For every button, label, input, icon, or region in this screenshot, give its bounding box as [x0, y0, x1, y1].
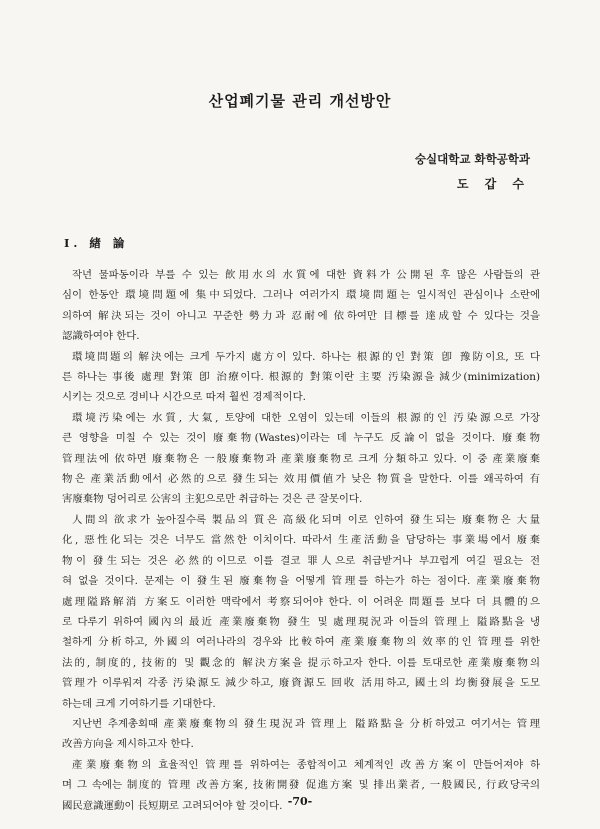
text-line: 環境汚染에는 水質, 大氣, 토양에 대한 오염이 있는데 이들의 根源的인 汚染源으로 가장 — [72, 411, 540, 424]
text-line: 國民意識運動이 長短期로 고려되어야 할 것이다. — [62, 799, 283, 812]
text-line: 른 하나는 事後 處理 對策 卽 治療이다. 根源的 對策이란 主要 汚染源을 減少(minimization) — [62, 371, 540, 384]
paragraph — [62, 408, 540, 510]
text-line: 認識하여야 한다. — [62, 330, 140, 343]
text-line: 物은 產業活動에서 必然的으로 發生되는 效用價値가 낮은 物質을 말한다. 이를 왜곡하여 有 — [62, 473, 540, 486]
text-line: 철하게 分析하고, 外國의 여러나라의 경우와 比較하여 產業廢棄物의 效率的인 管理를 위한 — [62, 636, 540, 649]
author-affiliation: 숭실대학교 화학공학과 — [414, 152, 530, 166]
text-line: 人間의 欲求가 높아질수록 製品의 質은 高級化되며 이로 인하여 發生되는 廢棄物은 大量 — [72, 513, 540, 526]
text-line: 작년 물파동이라 부를 수 있는 飮用水의 水質에 대한 資料가 公開된 후 많은 사람들의 관 — [72, 269, 540, 281]
text-line: 의하여 解決되는 것이 아니고 꾸준한 勢力과 忍耐에 依하여만 目標를 達成할 수 있다는 것을 — [62, 309, 540, 322]
text-line: 심이 한동안 環境問題에 集中되었다. 그러나 여러가지 環境問題는 일시적인 관심이나 소란에 — [62, 289, 540, 302]
text-line: 큰 영향을 미칠 수 있는 것이 廢棄物(Wastes)이라는 데 누구도 反論이 없을 것이다. 廢棄物 — [62, 432, 540, 445]
text-line: 改善方向을 제시하고자 한다. — [62, 738, 194, 751]
text-line: 化, 惡性化되는 것은 너무도 當然한 이치이다. 따라서 生產活動을 담당하는 事業場에서 廢棄 — [62, 534, 540, 547]
text-line: 혀 없을 것이다. 문제는 이 發生된 廢棄物을 어떻게 管理를 하는가 하는 점이다. 產業廢棄物 — [62, 575, 540, 588]
text-line: 며 그 속에는 制度的 管理 改善方案, 技術開發 促進方案 및 排出業者, 一般國民, 行政당국의 — [62, 779, 540, 792]
text-line: 로 다루기 위하여 國內의 最近 產業廢棄物 發生 및 處理現況과 이들의 管理上 隘路點을 냉 — [62, 615, 540, 628]
text-line: 物이 發生되는 것은 必然的이므로 이를 결코 罪人으로 취급받거나 부끄럽게 여길 필요는 전 — [62, 554, 540, 567]
document-title: 산업폐기물 관리 개선방안 — [208, 92, 392, 110]
text-line: 害廢棄物 덩어리로 公害의 主犯으로만 취급하는 것은 큰 잘못이다. — [62, 493, 363, 506]
page-number: -70- — [287, 795, 313, 808]
text-line: 하는데 크게 기여하기를 기대한다. — [62, 697, 216, 710]
text-line: 法的, 制度的, 技術的 및 觀念的 解決方案을 提示하고자 한다. 이를 토대로한 產業廢棄物의 — [62, 656, 540, 669]
paragraph — [62, 714, 540, 755]
text-line: 시키는 것으로 경비나 시간으로 따져 훨씬 경제적이다. — [62, 391, 306, 404]
body-text — [62, 265, 540, 816]
paragraph — [62, 265, 540, 347]
text-line: 管理가 이루워져 각종 汚染源도 減少하고, 廢資源도 回收 活用하고, 國土의 均衡發展을 도모 — [62, 677, 540, 690]
author-name: 도 갑 수 — [456, 177, 530, 191]
text-line: 產業廢棄物의 효율적인 管理를 위하여는 종합적이고 체계적인 改善方案이 만들어져야 하 — [72, 758, 540, 771]
text-line: 處理隘路解消 方案도 이러한 맥락에서 考察되어야 한다. 이 어려운 問題를 보다 더 具體的으 — [62, 595, 540, 608]
text-line: 管理法에 依하면 廢棄物은 一般廢棄物과 產業廢棄物로 크게 分類하고 있다. 이 중 產業廢棄 — [62, 452, 540, 465]
text-line: 環境問題의 解決에는 크게 두가지 處方이 있다. 하나는 根源的인 對策 卽 豫防이요, 또 다 — [72, 350, 540, 363]
section-heading: I. 緖 論 — [64, 236, 129, 250]
paragraph — [62, 347, 540, 408]
paragraph — [62, 510, 540, 714]
text-line: 지난번 추계총회때 產業廢棄物의 發生現況과 管理上 隘路點을 分析하였고 여기서는 管理 — [72, 717, 540, 730]
